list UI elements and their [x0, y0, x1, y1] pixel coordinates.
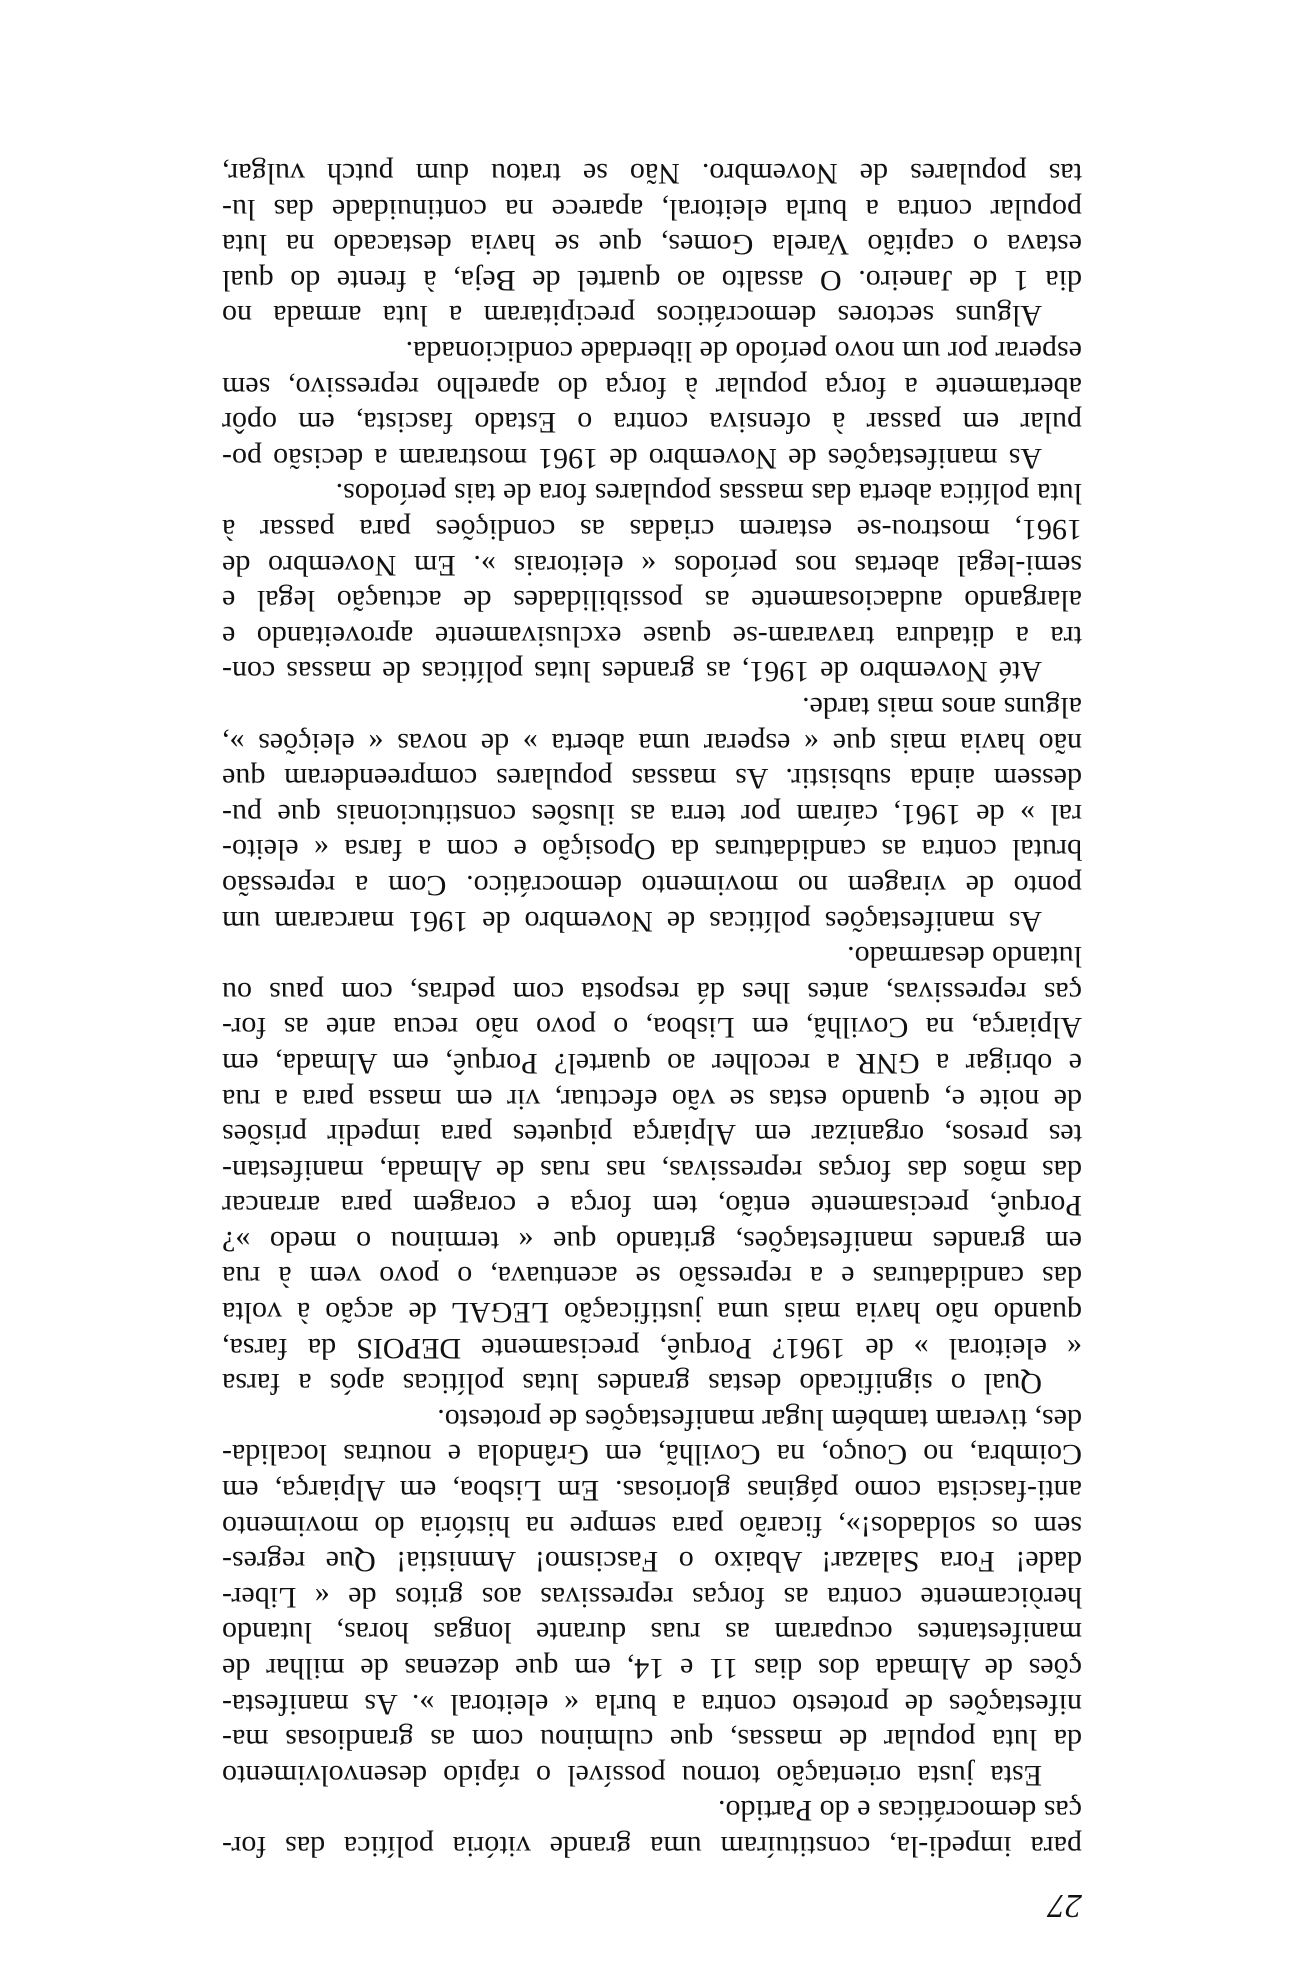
text-line: tas populares de Novembro. Não se tratou dum putch vulgar, — [222, 157, 1082, 191]
text-line: ponto de viragem no movimento democrático. Com a repressão — [222, 868, 1082, 902]
page-number: 27 — [1048, 1887, 1082, 1924]
text-line: ças repressivas, antes lhes dá resposta com pedras, com paus ou — [222, 975, 1082, 1009]
text-line: dade! Fora Salazar! Abaixo o Fascismo! Amnistia! Que regres- — [222, 1545, 1082, 1579]
text-line: manifestantes ocuparam as ruas durante longas horas, lutando — [222, 1616, 1082, 1650]
text-line: para impedi-la, constituíram uma grande vitória política das for- — [222, 1830, 1082, 1863]
text-line: nifestações de protesto contra a burla « eleitoral ». As manifesta- — [222, 1687, 1082, 1721]
text-line: dessem ainda subsistir. As massas populares compreenderam que — [222, 762, 1082, 796]
text-line: brutal contra as candidaturas da Oposição e com a farsa « eleito- — [222, 833, 1082, 867]
text-line: Esta justa orientação tornou possível o rápido desenvolvimento — [222, 1758, 1042, 1792]
text-line: ções de Almada dos dias 11 e 14, em que dezenas de milhar de — [222, 1652, 1082, 1686]
text-line: Porquê, precisamente então, tem força e coragem para arrancar — [222, 1189, 1082, 1223]
body-text — [222, 156, 1082, 1865]
text-line: em grandes manifestações, gritando que « terminou o medo »? — [222, 1224, 1082, 1258]
text-line: sem os soldados!», ficarão para sempre na história do movimento — [222, 1509, 1082, 1543]
text-line: heròicamente contra as forças repressivas aos gritos de « Liber- — [222, 1580, 1082, 1614]
text-line: Alpiarça, na Covilhã, em Lisboa, o povo não recua ante as for- — [222, 1011, 1082, 1045]
text-line: das candidaturas e a repressão se acentuava, o povo vem à rua — [222, 1260, 1082, 1294]
text-line: dia 1 de Janeiro. O assalto ao quartel de Beja, à frente do qual — [222, 263, 1082, 297]
text-line: Até Novembro de 1961, as grandes lutas políticas de massas con- — [222, 655, 1042, 689]
text-line: luta política aberta das massas populares fora de tais períodos. — [335, 477, 1082, 511]
text-line: de noite e, quando estas se vão efectuar, vir em massa para a rua — [222, 1082, 1082, 1116]
text-line: Coimbra, no Couço, na Covilhã, em Grândola e noutras localida- — [222, 1438, 1082, 1472]
text-line: e obrigar a GNR a recolher ao quartel? Porquê, em Almada, em — [222, 1046, 1082, 1080]
text-line: pular em passar à ofensiva contra o Estado fascista, em opôr — [222, 406, 1082, 440]
text-line: das mãos das forças repressivas, nas ruas de Almada, manifestan- — [222, 1153, 1082, 1187]
text-line: ral » de 1961, caíram por terra as ilusões constitucionais que pu- — [222, 797, 1082, 831]
text-line: não havia mais que « esperar uma aberta » de novas « eleições », — [222, 726, 1082, 760]
text-line: tra a ditadura travaram-se quase exclusivamente aproveitando e — [222, 619, 1082, 653]
text-line: popular contra a burla eleitoral, aparece na continuidade das lu- — [222, 192, 1082, 226]
text-line: As manifestações políticas de Novembro de 1961 marcaram um — [222, 904, 1042, 938]
text-line: 1961, mostrou-se estarem criadas as condições para passar à — [222, 513, 1082, 547]
text-line: alargando audaciosamente as possibilidades de actuação legal e — [222, 584, 1082, 618]
text-line: esperar por um novo período de liberdade condicionada. — [405, 335, 1082, 369]
text-line: quando não havia mais uma justificação LEGAL de acção à volta — [222, 1296, 1082, 1330]
text-line: As manifestações de Novembro de 1961 mostraram a decisão po- — [222, 441, 1042, 475]
text-line: semi-legal abertas nos períodos « eleitorais ». Em Novembro de — [222, 548, 1082, 582]
text-line: Qual o significado destas grandes lutas políticas após a farsa — [222, 1367, 1042, 1401]
text-line: anti-fascista como páginas gloriosas. Em Lisboa, em Alpiarça, em — [222, 1474, 1082, 1508]
text-line: lutando desarmado. — [847, 940, 1082, 974]
text-line: alguns anos mais tarde. — [802, 691, 1082, 724]
text-line: da luta popular de massas, que culminou com as grandiosas ma- — [222, 1723, 1082, 1757]
text-line: abertamente a força popular à força do aparelho repressivo, sem — [222, 370, 1082, 404]
text-line: « eleitoral » de 1961? Porquê, precisamente DEPOIS da farsa, — [222, 1331, 1082, 1365]
text-line: des, tiveram também lugar manifestações de protesto. — [437, 1402, 1082, 1436]
text-line: estava o capitão Varela Gomes, que se havia destacado na luta — [222, 228, 1082, 262]
text-line: ças democráticas e do Partido. — [717, 1794, 1082, 1828]
text-line: Alguns sectores democráticos precipitaram a luta armada no — [222, 299, 1042, 333]
text-line: tes presos, organizar em Alpiarça piquetes para impedir prisões — [222, 1118, 1082, 1152]
